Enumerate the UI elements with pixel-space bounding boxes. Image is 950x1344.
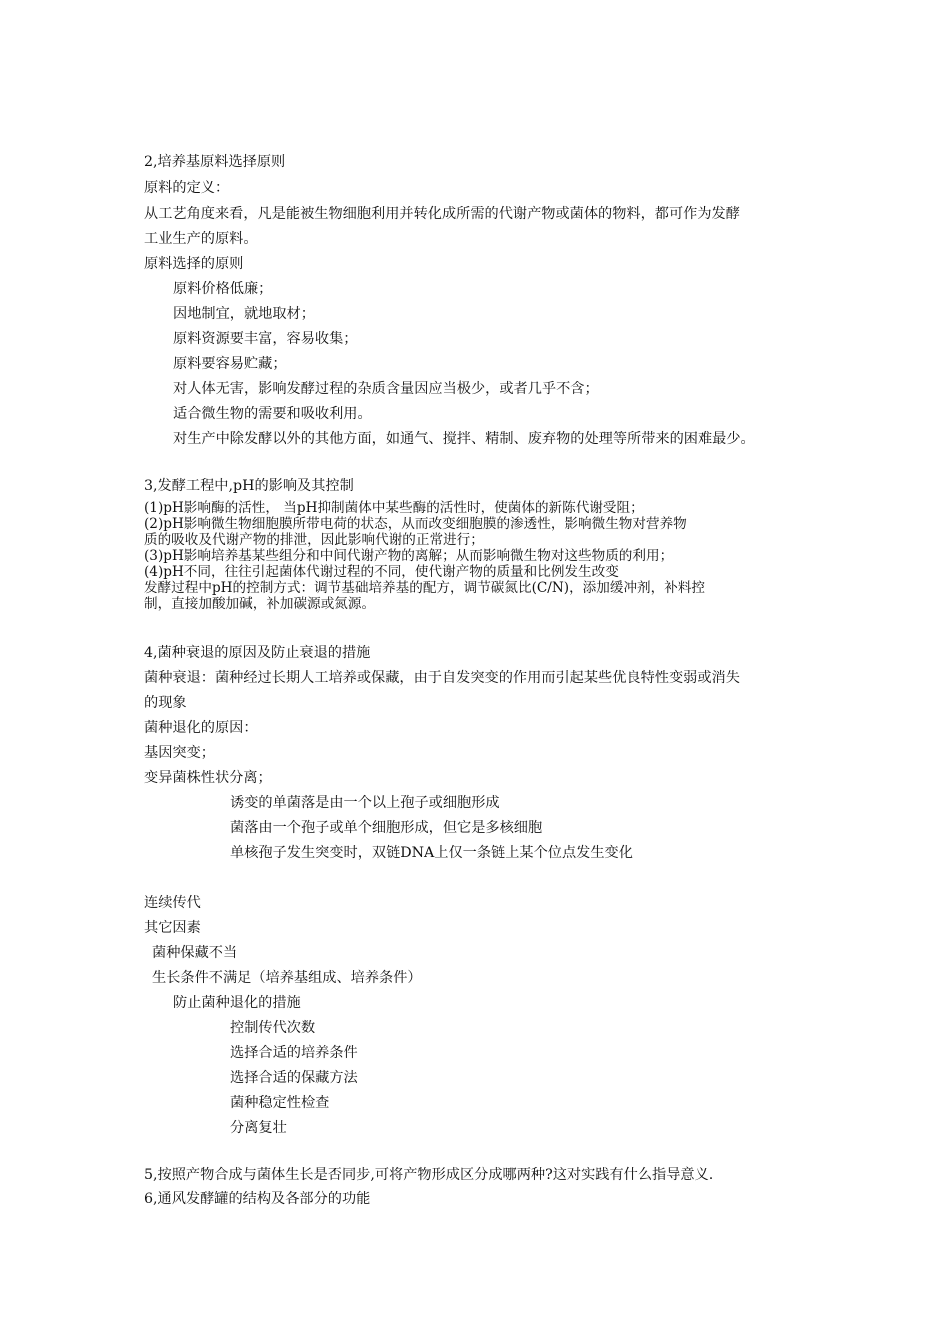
prevention-item: 选择合适的培养条件 (230, 1045, 358, 1061)
ph-control-line: 制，直接加酸加碱，补加碳源或氮源。 (144, 596, 376, 612)
prevention-item: 控制传代次数 (230, 1020, 316, 1036)
ph-effect-line: 质的吸收及代谢产物的排泄，因此影响代谢的正常进行； (144, 532, 484, 548)
prevention-item: 选择合适的保藏方法 (230, 1070, 358, 1086)
section-5-heading: 5,按照产物合成与菌体生长是否同步,可将产物形成区分成哪两种?这对实践有什么指导意义. (144, 1167, 714, 1183)
cause-gene-mutation: 基因突变； (144, 745, 215, 761)
raw-material-definition-title: 原料的定义： (144, 180, 230, 196)
prevention-measures-title: 防止菌种退化的措施 (173, 995, 301, 1011)
segregation-item: 诱变的单菌落是由一个以上孢子或细胞形成 (230, 795, 500, 811)
principle-item: 原料资源要丰富，容易收集； (173, 331, 358, 347)
ph-effect-line: (3)pH影响培养基某些组分和中间代谢产物的离解；从而影响微生物对这些物质的利用； (144, 548, 674, 564)
principle-item: 适合微生物的需要和吸收利用。 (173, 406, 372, 422)
cause-other-factors: 其它因素 (144, 920, 201, 936)
principle-item: 原料价格低廉； (173, 281, 273, 297)
other-factor-item: 菌种保藏不当 (152, 945, 238, 961)
cause-continuous-passage: 连续传代 (144, 895, 201, 911)
segregation-item: 菌落由一个孢子或单个细胞形成，但它是多核细胞 (230, 820, 543, 836)
ph-effect-line: (2)pH影响微生物细胞膜所带电荷的状态，从而改变细胞膜的渗透性，影响微生物对营养物 (144, 516, 687, 532)
prevention-item: 菌种稳定性检查 (230, 1095, 330, 1111)
ph-effect-line: (4)pH不同，往往引起菌体代谢过程的不同，使代谢产物的质量和比例发生改变 (144, 564, 619, 580)
section-2-heading: 2,培养基原料选择原则 (144, 154, 286, 170)
segregation-item: 单核孢子发生突变时，双链DNA上仅一条链上某个位点发生变化 (230, 845, 633, 861)
section-4-heading: 4,菌种衰退的原因及防止衰退的措施 (144, 645, 371, 661)
strain-degeneration-definition-line-1: 菌种衰退：菌种经过长期人工培养或保藏，由于自发突变的作用而引起某些优良特性变弱或消失 (144, 670, 740, 686)
ph-control-line: 发酵过程中pH的控制方式：调节基础培养基的配方，调节碳氮比(C/N)，添加缓冲剂，补料控 (144, 580, 706, 596)
raw-material-definition-line-2: 工业生产的原料。 (144, 231, 258, 247)
selection-principles-title: 原料选择的原则 (144, 256, 244, 272)
principle-item: 因地制宜，就地取材； (173, 306, 315, 322)
section-3-heading: 3,发酵工程中,pH的影响及其控制 (144, 478, 354, 494)
other-factor-item: 生长条件不满足（培养基组成、培养条件） (152, 970, 422, 986)
ph-effect-line: (1)pH影响酶的活性， 当pH抑制菌体中某些酶的活性时，使菌体的新陈代谢受阻； (144, 500, 644, 516)
cause-trait-segregation: 变异菌株性状分离； (144, 770, 272, 786)
prevention-item: 分离复壮 (230, 1120, 287, 1136)
section-6-heading: 6,通风发酵罐的结构及各部分的功能 (144, 1191, 371, 1207)
principle-item: 对人体无害，影响发酵过程的杂质含量因应当极少，或者几乎不含； (173, 381, 599, 397)
principle-item: 原料要容易贮藏； (173, 356, 287, 372)
strain-degeneration-definition-line-2: 的现象 (144, 695, 187, 711)
raw-material-definition-line-1: 从工艺角度来看，凡是能被生物细胞利用并转化成所需的代谢产物或菌体的物料，都可作为发酵 (144, 206, 740, 222)
degeneration-causes-title: 菌种退化的原因： (144, 720, 258, 736)
principle-item: 对生产中除发酵以外的其他方面，如通气、搅拌、精制、废弃物的处理等所带来的困难最少。 (173, 431, 755, 447)
